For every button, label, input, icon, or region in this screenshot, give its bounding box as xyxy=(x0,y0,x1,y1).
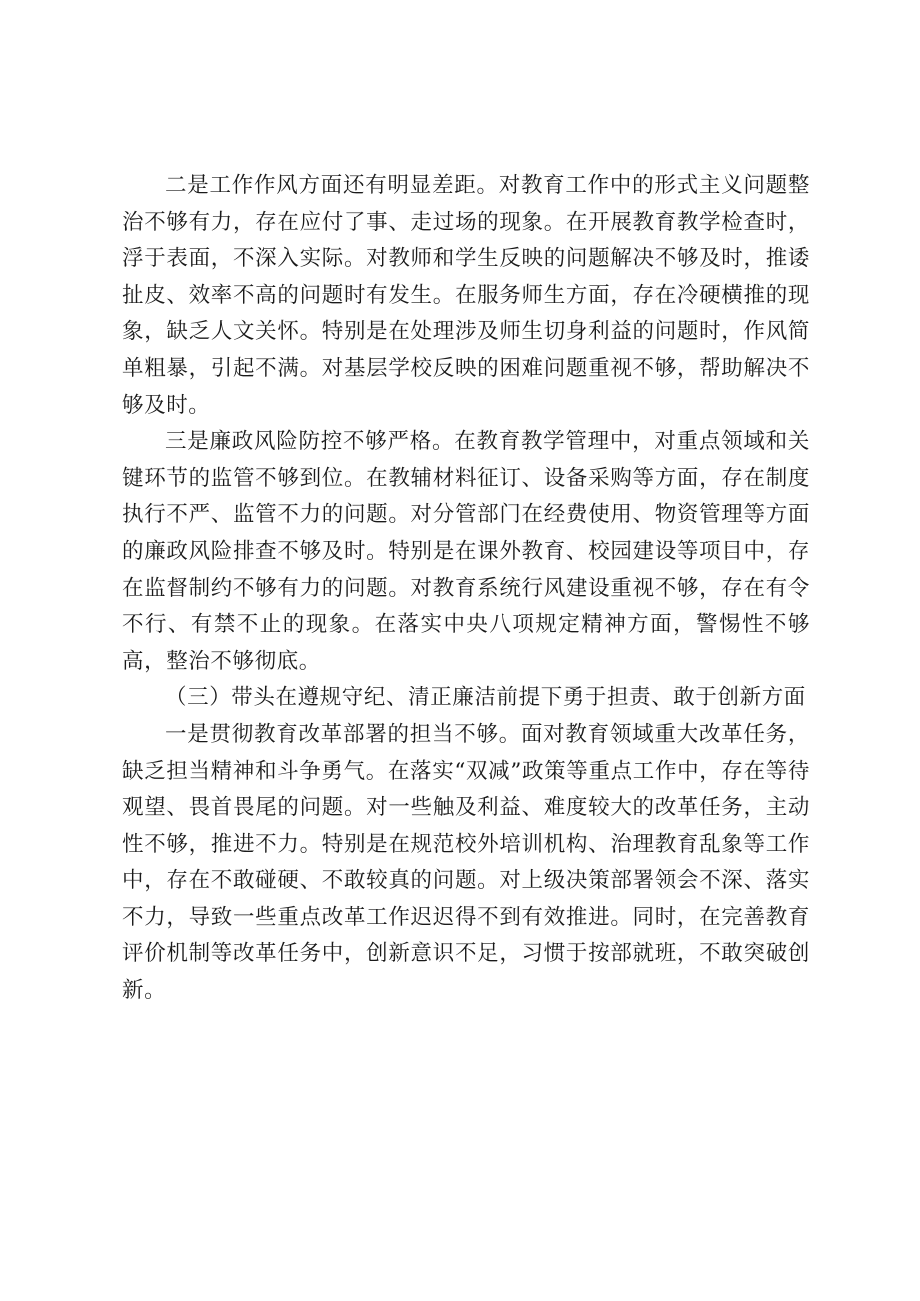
section-heading: （三）带头在遵规守纪、清正廉洁前提下勇于担责、敢于创新方面 xyxy=(165,685,806,711)
paragraph-integrity-risk: 三是廉政风险防控不够严格。在教育教学管理中，对重点领域和关键环节的监管不够到位。在教辅材料征订、设备采购等方面，存在制度执行不严、监管不力的问题。对分管部门在经费使用、物资管理等方面的廉政风险排查不够及时。特别是在课外教育、校园建设等项目中，存在监督制约不够有力的问题。对教育系统行风建设重视不够，存在有令不行、有禁不止的现象。在落实中央八项规定精神方面，警惕性不够高，整治不够彻底。 xyxy=(122,429,810,674)
document-body xyxy=(122,168,810,1010)
paragraph-reform-responsibility: 一是贯彻教育改革部署的担当不够。面对教育领域重大改革任务，缺乏担当精神和斗争勇气。在落实“双减”政策等重点工作中，存在等待观望、畏首畏尾的问题。对一些触及利益、难度较大的改革任务，主动性不够，推进不力。特别是在规范校外培训机构、治理教育乱象等工作中，存在不敢碰硬、不敢较真的问题。对上级决策部署领会不深、落实不力，导致一些重点改革工作迟迟得不到有效推进。同时，在完善教育评价机制等改革任务中，创新意识不足，习惯于按部就班，不敢突破创新。 xyxy=(122,721,810,1004)
paragraph-work-style: 二是工作作风方面还有明显差距。对教育工作中的形式主义问题整治不够有力，存在应付了事、走过场的现象。在开展教育教学检查时，浮于表面，不深入实际。对教师和学生反映的问题解决不够及时，推诿扯皮、效率不高的问题时有发生。在服务师生方面，存在冷硬横推的现象，缺乏人文关怀。特别是在处理涉及师生切身利益的问题时，作风简单粗暴，引起不满。对基层学校反映的困难问题重视不够，帮助解决不够及时。 xyxy=(122,173,810,418)
